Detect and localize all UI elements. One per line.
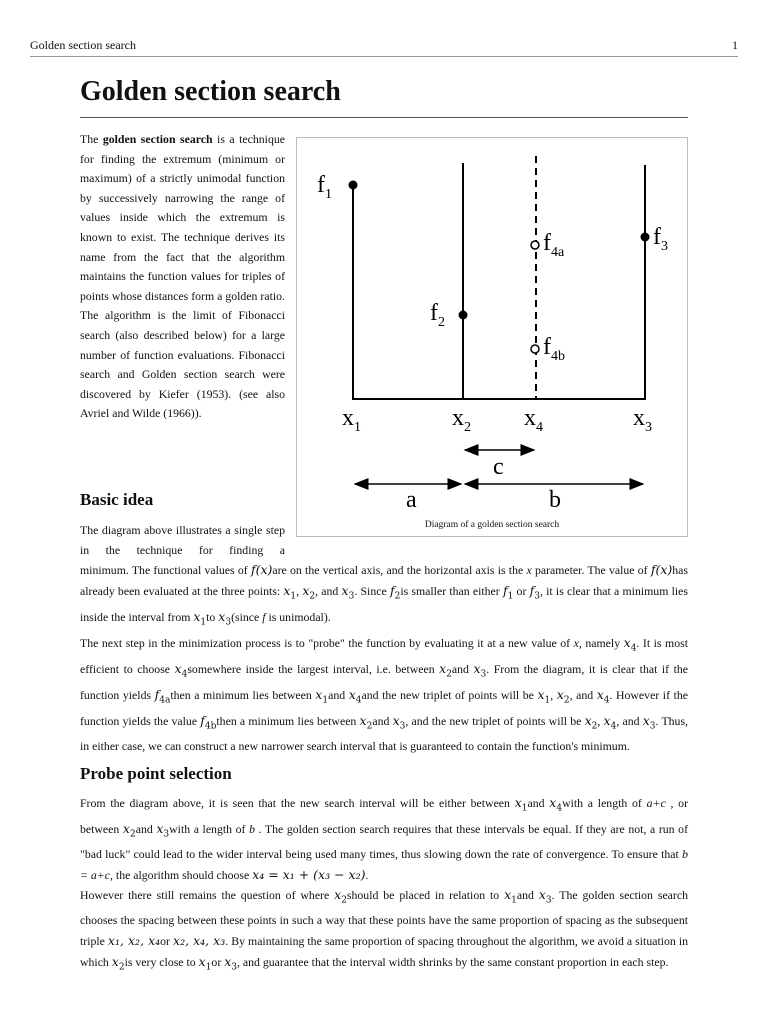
f3-point	[641, 233, 650, 242]
figure-caption: Diagram of a golden section search	[424, 520, 560, 530]
math-expr: x₄ = x₁ + (x₃ − x₂)	[252, 866, 366, 882]
probe-paragraphs	[80, 793, 688, 978]
paragraph: The next step in the minimization process is to "probe" the function by evaluating it at a new value of x, namely $x_4$. It is most efficient to choose $x_4somewhere$ inside the largest interval, i.e. between $x_2and$ $x_3$. From the diagram, it is clear that if the function yields $f_{4a}then$ a minimum lies between $x_1and$ $x_4and$ the new triplet of points will be $x_1$, $x_2$, and $x_4$. However if the function yields the value $f_{4b}then$ a minimum lies between $x_2and$ $x_3$, and the new triplet of points will be $x_2$, $x_4$, and $x_3$. Thus, in either case, we can construct a new narrower search interval that is guaranteed to contain the function's minimum.	[80, 634, 688, 754]
math-expr: $x_1$	[315, 686, 329, 706]
section-heading-basic-idea: Basic idea	[80, 490, 154, 509]
math-expr: f(x)	[250, 562, 273, 577]
f1-point	[349, 181, 358, 190]
math-expr: $x_3$	[156, 821, 170, 840]
math-expr: $x_3$	[224, 953, 237, 973]
f3-label: $f_3$	[653, 224, 668, 254]
c-label: c	[493, 454, 504, 480]
italic-var: b	[249, 822, 255, 837]
italic-var: b = a+c	[80, 847, 688, 882]
math-expr: $x_3$	[642, 713, 656, 732]
math-expr: $x_3$	[538, 887, 552, 906]
math-expr: f(x)	[650, 562, 673, 577]
math-expr: $f_{4b}$	[200, 713, 217, 732]
italic-var: f	[262, 609, 266, 624]
math-expr: $x_4$	[623, 634, 637, 654]
x4-label: $x_4$	[524, 405, 543, 435]
page-number: 1	[732, 38, 738, 52]
math-expr: $x_4$	[174, 660, 188, 680]
f2-point	[459, 311, 468, 320]
math-expr: $x_4$	[348, 686, 362, 706]
a-label: a	[406, 487, 417, 513]
math-expr: $x_3$	[218, 608, 232, 628]
math-expr: $x_1$	[198, 953, 212, 973]
math-expr: $x_2$	[359, 713, 373, 732]
math-expr: $f_{4a}$	[154, 686, 171, 706]
f2-label: $f_2$	[430, 300, 445, 330]
f4b-label: $f_{4b}$	[543, 334, 565, 364]
paragraph: The golden section search is a technique for finding the extremum (minimum or maximum) of a strictly unimodal function by successively narrowing the range of values inside which the extremum is known to exist. The technique derives its name from the fact that the algorithm maintains the function values for triples of points whose distances form a golden ratio. The algorithm is the limit of Fibonacci search (also described below) for a large number of function evaluations. Fibonacci search and Golden section search were discovered by Kiefer (1953). (see also Avriel and Wilde (1966)).	[80, 132, 285, 421]
math-expr: $x_3$	[392, 713, 406, 732]
page-title: Golden section search	[80, 76, 341, 107]
math-expr: $x_1$	[283, 582, 297, 602]
math-expr: $x_1$	[537, 686, 551, 706]
basic-lead-text: The diagram above illustrates a single step in the technique for finding a	[80, 523, 285, 557]
x3-label: $x_3$	[633, 405, 652, 435]
math-expr: $x_1$	[514, 795, 528, 814]
math-expr: $x_3$	[341, 582, 355, 602]
math-expr: x₂, x₄, x₃	[173, 933, 226, 949]
running-header-title: Golden section search	[30, 38, 136, 52]
title-rule	[80, 117, 688, 118]
math-expr: $f_2$	[389, 582, 401, 602]
math-expr: $x_4$	[603, 713, 617, 732]
header-rule	[30, 56, 738, 57]
math-expr: $x_1$	[504, 887, 517, 906]
math-expr: $x_2$	[122, 821, 136, 840]
math-expr: $x_3$	[473, 660, 487, 680]
intro-paragraph	[80, 130, 285, 424]
f4a-point	[531, 241, 539, 249]
x1-label: $x_1$	[342, 405, 361, 435]
math-expr: $x_1$	[193, 608, 207, 628]
math-expr: $f_1$	[502, 582, 514, 602]
math-expr: $x_2$	[556, 686, 570, 706]
math-expr: $x_2$	[111, 953, 125, 973]
math-expr: $x_4$	[549, 795, 563, 814]
basic-idea-paragraphs	[80, 560, 688, 757]
paragraph: minimum. The functional values of f(x)are on the vertical axis, and the horizontal axis is the x parameter. The value of f(x)has already been evaluated at the three points: $x_1$, $x_2$, and $x_3$. Since $f_2is$ smaller than either $f_1$ or $f_3$, it is clear that a minimum lies inside the interval from $x_1to$ $x_3(since$ f is unimodal).	[80, 562, 689, 628]
math-expr: $x_2$	[439, 660, 452, 680]
paragraph: However there still remains the question of where $x_2should$ be placed in relation to $x_1and$ $x_3$. The golden section search chooses the spacing between these points in such a way that these points have the same proportion of spacing as the subsequent triple x₁, x₂, x₄or x₂, x₄, x₃. By maintaining the same proportion of spacing throughout the algorithm, we avoid a situation in which $x_2is$ very close to $x_1or$ $x_3$, and guarantee that the interval width shrinks by the same constant proportion in each step.	[80, 887, 688, 973]
italic-var: a+c	[646, 796, 666, 810]
x2-label: $x_2$	[452, 405, 471, 435]
paragraph: From the diagram above, it is seen that the new search interval will be either between $x_1and$ $x_4with$ a length of a+c , or between $x_2and$ $x_3with$ a length of b . The golden section search requires that these intervals be equal. If they are not, a run of "bad luck" could lead to the wider interval being used many times, thus slowing down the rate of convergence. To ensure that b = a+c, the algorithm should choose x₄ = x₁ + (x₃ − x₂).	[80, 795, 688, 882]
math-expr: $x_4$	[596, 686, 610, 706]
italic-var: x	[526, 563, 532, 577]
b-label: b	[549, 487, 561, 513]
section-heading-probe-point: Probe point selection	[80, 764, 232, 783]
math-expr: $x_2$	[302, 582, 316, 602]
italic-var: x	[573, 635, 579, 650]
math-expr: $x_2$	[584, 713, 598, 732]
math-expr: x₁, x₂, x₄	[107, 933, 161, 949]
bold-term: golden section search	[102, 132, 213, 146]
f4b-point	[531, 345, 539, 353]
f1-label: $f_1$	[317, 172, 332, 202]
golden-section-diagram	[296, 137, 688, 537]
math-expr: $f_3$	[529, 582, 540, 602]
math-expr: $x_2$	[334, 887, 347, 906]
f4a-label: $f_{4a}$	[543, 230, 565, 260]
